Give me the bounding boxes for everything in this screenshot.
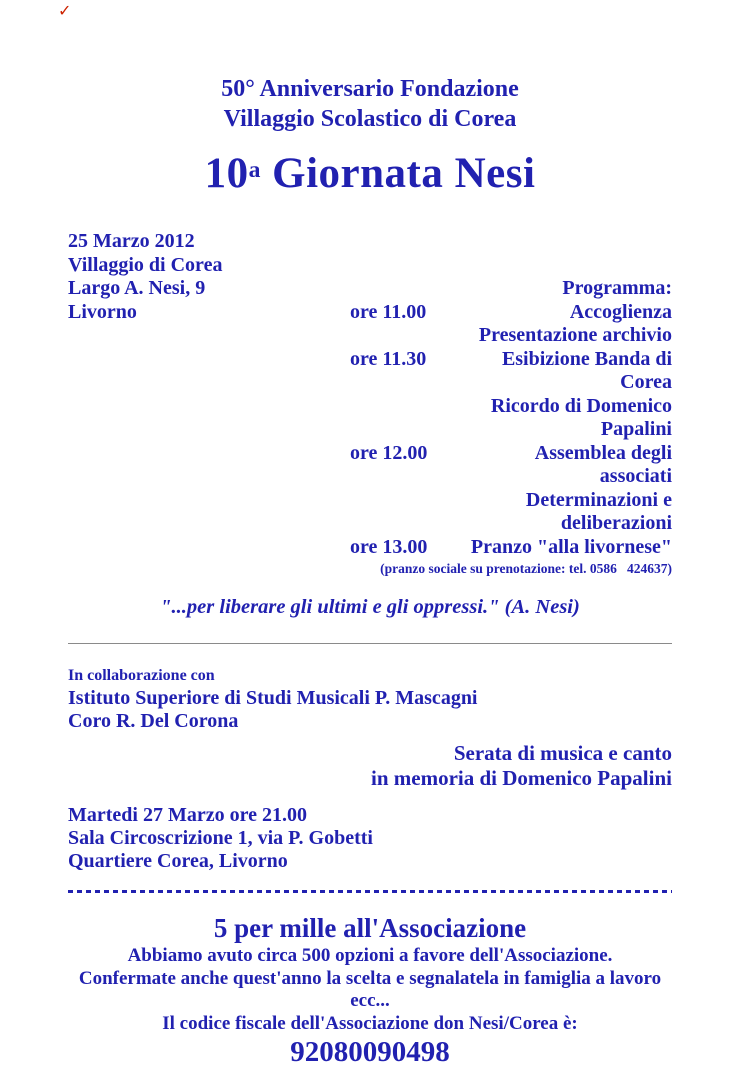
page-title bbox=[68, 150, 672, 204]
program-row bbox=[68, 442, 672, 489]
event-address: Largo A. Nesi, 9 bbox=[68, 277, 206, 299]
header-line-1: 50° Anniversario Fondazione bbox=[221, 76, 519, 102]
collaboration-intro: In collaborazione con bbox=[68, 667, 215, 684]
program-time: ore 11.30 bbox=[350, 347, 427, 370]
collaboration-partner: Istituto Superiore di Studi Musicali P. Mascagni bbox=[68, 687, 478, 709]
program-row bbox=[68, 395, 672, 442]
five-per-mille-line: Confermate anche quest'anno la scelta e segnalatela in famiglia a lavoro ecc... bbox=[78, 967, 662, 1011]
evening-event-district: Quartiere Corea, Livorno bbox=[68, 850, 288, 872]
program-row bbox=[68, 489, 672, 536]
five-per-mille-line: Abbiamo avuto circa 500 opzioni a favore dell'Associazione. bbox=[127, 945, 613, 966]
program-time bbox=[350, 489, 465, 536]
program-desc: Presentazione archivio bbox=[478, 324, 672, 346]
program-desc: Esibizione Banda di Corea bbox=[501, 347, 672, 393]
program-row bbox=[68, 324, 672, 348]
red-check-mark: ✓ bbox=[58, 1, 72, 20]
five-per-mille-block bbox=[68, 912, 672, 1070]
five-per-mille-line: Il codice fiscale dell'Associazione don Nesi/Corea è: bbox=[162, 1012, 578, 1034]
quote: "...per liberare gli ultimi e gli oppressi." (A. Nesi) bbox=[160, 596, 580, 618]
five-per-mille-title: 5 per mille all'Associazione bbox=[213, 913, 527, 943]
dotted-divider bbox=[68, 890, 672, 893]
program-time: ore 13.00 bbox=[350, 535, 428, 558]
program-time: ore 12.00 bbox=[350, 441, 428, 464]
event-city: Livorno bbox=[68, 300, 137, 323]
document-header bbox=[68, 0, 672, 134]
title-number: 10 bbox=[204, 150, 249, 197]
event-info-and-program bbox=[68, 230, 672, 579]
program-desc: Ricordo di Domenico Papalini bbox=[490, 394, 672, 440]
evening-event-location: Sala Circoscrizione 1, via P. Gobetti bbox=[68, 827, 373, 849]
program-time: ore 11.00 bbox=[350, 300, 427, 323]
program-booking-note: (pranzo sociale su prenotazione: tel. 0586 424637) bbox=[380, 561, 672, 576]
event-info-block bbox=[68, 230, 222, 324]
evening-event-title-line: in memoria di Domenico Papalini bbox=[371, 766, 672, 790]
program-desc: Assemblea degli associati bbox=[534, 441, 672, 487]
collaboration-block bbox=[68, 665, 672, 733]
event-date: 25 Marzo 2012 bbox=[68, 230, 195, 252]
program-row bbox=[68, 536, 672, 560]
program-desc: Accoglienza bbox=[569, 300, 672, 323]
evening-event-when bbox=[68, 804, 672, 873]
evening-event-title bbox=[68, 741, 672, 791]
collaboration-partner: Coro R. Del Corona bbox=[68, 710, 239, 732]
fiscal-code: 92080090498 bbox=[290, 1036, 450, 1068]
program-heading: Programma: bbox=[562, 277, 672, 299]
program-desc: Pranzo "alla livornese" bbox=[470, 535, 672, 558]
section-divider bbox=[68, 643, 672, 644]
header-line-2: Villaggio Scolastico di Corea bbox=[223, 106, 517, 132]
program-time bbox=[350, 324, 465, 348]
title-ordinal-superscript: a bbox=[248, 157, 261, 184]
program-desc: Determinazioni e deliberazioni bbox=[525, 488, 672, 534]
evening-event-title-line: Serata di musica e canto bbox=[453, 741, 672, 765]
program-row bbox=[68, 348, 672, 395]
event-venue: Villaggio di Corea bbox=[68, 253, 223, 276]
program-time bbox=[350, 395, 465, 442]
evening-event-datetime: Martedi 27 Marzo ore 21.00 bbox=[68, 804, 307, 826]
title-text: Giornata Nesi bbox=[260, 150, 536, 197]
